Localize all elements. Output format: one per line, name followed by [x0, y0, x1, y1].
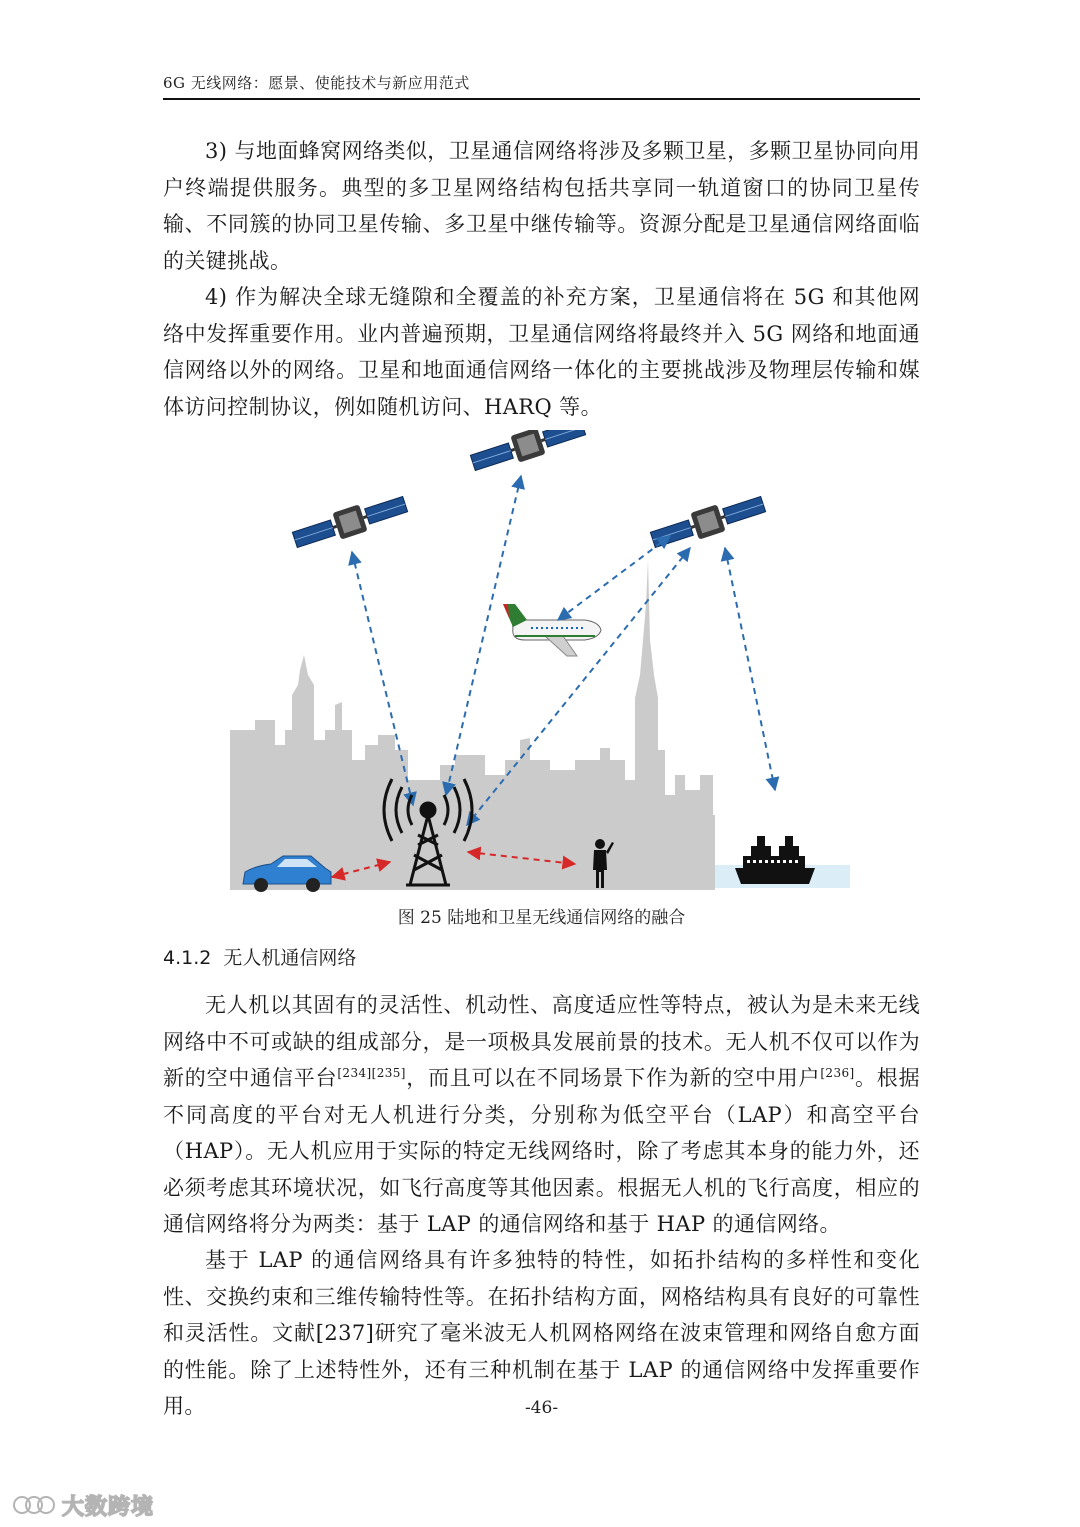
- section-heading: [163, 943, 356, 970]
- paragraph-satellite-multi: 3) 与地面蜂窝网络类似，卫星通信网络将涉及多颗卫星，多颗卫星协同向用户终端提供服务。典型的多卫星网络结构包括共享同一轨道窗口的协同卫星传输、不同簇的协同卫星传输、多卫星中继传输等。资源分配是卫星通信网络面临的关键挑战。: [163, 139, 920, 273]
- satellite-icon: [469, 430, 588, 476]
- figure-illustration: [230, 430, 850, 895]
- link-sat3-ship: [725, 548, 775, 790]
- paragraph-lap-network: 基于 LAP 的通信网络具有许多独特的特性，如拓扑结构的多样性和变化性、交换约束和三维传输特性等。在拓扑结构方面，网格结构具有良好的可靠性和灵活性。文献[237]研究了毫米波无人机网格网络在波束管理和网络自愈方面的性能。除了上述特性外，还有三种机制在基于 LAP 的通信网络中发挥重要作用。: [163, 1248, 920, 1418]
- watermark-text: 大数跨境: [62, 1494, 155, 1520]
- satellite-icon: [291, 491, 410, 553]
- link-sat2-tower: [446, 476, 521, 795]
- satellite-icon: [649, 491, 768, 553]
- citation-ref[interactable]: [236]: [820, 1066, 855, 1080]
- watermark-logo-icon: [12, 1492, 56, 1518]
- paragraph-text: 无人机以其固有的灵活性、机动性、高度适应性等特点，被认为是未来无线网络中不可或缺的组成部分，是一项极具发展前景的技术。无人机不仅可以作为新的空中通信平台: [163, 993, 920, 1090]
- section-number: 4.1.2: [163, 947, 212, 969]
- section-title: 无人机通信网络: [223, 947, 357, 969]
- running-head: 6G 无线网络：愿景、使能技术与新应用范式: [163, 74, 470, 92]
- airplane-icon: [503, 604, 601, 656]
- citation-ref[interactable]: [234][235]: [337, 1066, 406, 1080]
- link-sat3-airplane: [558, 536, 670, 620]
- ship-icon: [735, 836, 815, 884]
- watermark: [12, 1490, 154, 1520]
- paragraph-uav-intro: [163, 987, 920, 1243]
- figure-caption: 图 25 陆地和卫星无线通信网络的融合: [397, 908, 686, 928]
- city-skyline: [230, 560, 713, 815]
- header-rule: [163, 98, 920, 100]
- figure-terrestrial-satellite-fusion: [230, 430, 850, 895]
- paragraph-text: ，而且可以在不同场景下作为新的空中用户: [405, 1066, 821, 1090]
- page-number: -46-: [524, 1398, 559, 1418]
- paragraph-satellite-5g: 4) 作为解决全球无缝隙和全覆盖的补充方案，卫星通信将在 5G 和其他网络中发挥重要作用。业内普遍预期，卫星通信网络将最终并入 5G 网络和地面通信网络以外的网络。卫星和地面通信网络一体化的主要挑战涉及物理层传输和媒体访问控制协议，例如随机访问、HARQ 等。: [163, 285, 920, 419]
- paragraph-text: 。根据不同高度的平台对无人机进行分类，分别称为低空平台（LAP）和高空平台（HAP）。无人机应用于实际的特定无线网络时，除了考虑其本身的能力外，还必须考虑其环境状况，如飞行高度等其他因素。根据无人机的飞行高度，相应的通信网络将分为两类：基于 LAP 的通信网络和基于 HAP 的通信网络。: [163, 1066, 921, 1236]
